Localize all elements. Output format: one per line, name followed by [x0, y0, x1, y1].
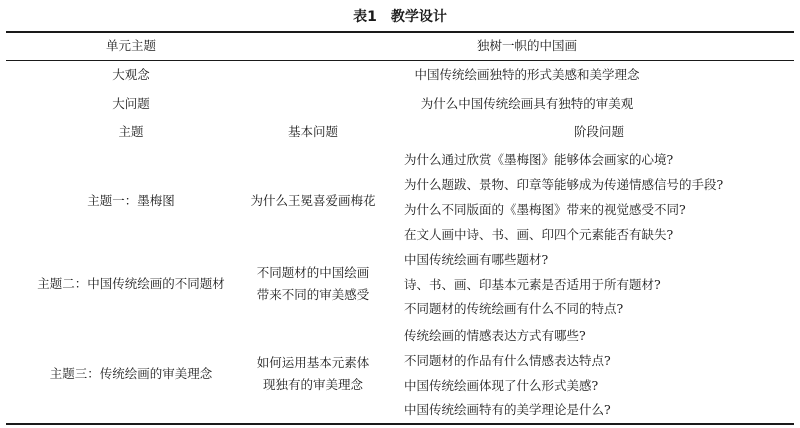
stage-question: 为什么不同版面的《墨梅图》带来的视觉感受不同?: [404, 202, 686, 217]
topic-1: 主题一：墨梅图: [87, 193, 175, 208]
basic-question-1: 为什么王冕喜爱画梅花: [250, 193, 376, 208]
header-topic: 主题: [118, 124, 144, 139]
bottom-rule: [6, 423, 794, 425]
basic-question-line: 带来不同的审美感受: [256, 287, 370, 302]
header-stage-question: 阶段问题: [573, 124, 624, 139]
table-caption: 表1 教学设计: [353, 9, 447, 25]
topic-3: 主题三：传统绘画的审美理念: [49, 366, 213, 381]
stage-question: 不同题材的作品有什么情感表达特点?: [404, 353, 611, 368]
stage-question: 为什么题跋、景物、印章等能够成为传递情感信号的手段?: [404, 177, 724, 192]
label-big-idea: 大观念: [112, 67, 150, 82]
stage-question: 中国传统绘画有哪些题材?: [404, 252, 549, 267]
stage-question: 诗、书、画、印基本元素是否适用于所有题材?: [404, 277, 661, 292]
value-unit-theme: 独树一帜的中国画: [476, 38, 577, 53]
stage-question: 传统绘画的情感表达方式有哪些?: [404, 328, 586, 343]
value-big-question: 为什么中国传统绘画具有独特的审美观: [420, 96, 634, 111]
topic-2: 主题二：中国传统绘画的不同题材: [37, 276, 225, 291]
basic-question-line: 不同题材的中国绘画: [256, 265, 370, 280]
label-unit-theme: 单元主题: [105, 38, 156, 53]
basic-question-2: [236, 265, 390, 303]
stage-question: 中国传统绘画体现了什么形式美感?: [404, 378, 599, 393]
header-basic-question: 基本问题: [287, 124, 338, 139]
basic-question-3: [236, 355, 390, 393]
stage-question: 为什么通过欣赏《墨梅图》能够体会画家的心境?: [404, 152, 674, 167]
basic-question-line: 如何运用基本元素体: [256, 355, 370, 370]
stage-question: 不同题材的传统绘画有什么不同的特点?: [404, 301, 624, 316]
divider-after-unit: [6, 60, 794, 61]
stage-question: 在文人画中诗、书、画、印四个元素能否有缺失?: [404, 227, 674, 242]
top-rule: [6, 31, 794, 33]
stage-question: 中国传统绘画特有的美学理论是什么?: [404, 402, 611, 417]
value-big-idea: 中国传统绘画独特的形式美感和美学理念: [414, 67, 640, 82]
label-big-question: 大问题: [112, 96, 150, 111]
basic-question-line: 现独有的审美理念: [262, 377, 363, 392]
